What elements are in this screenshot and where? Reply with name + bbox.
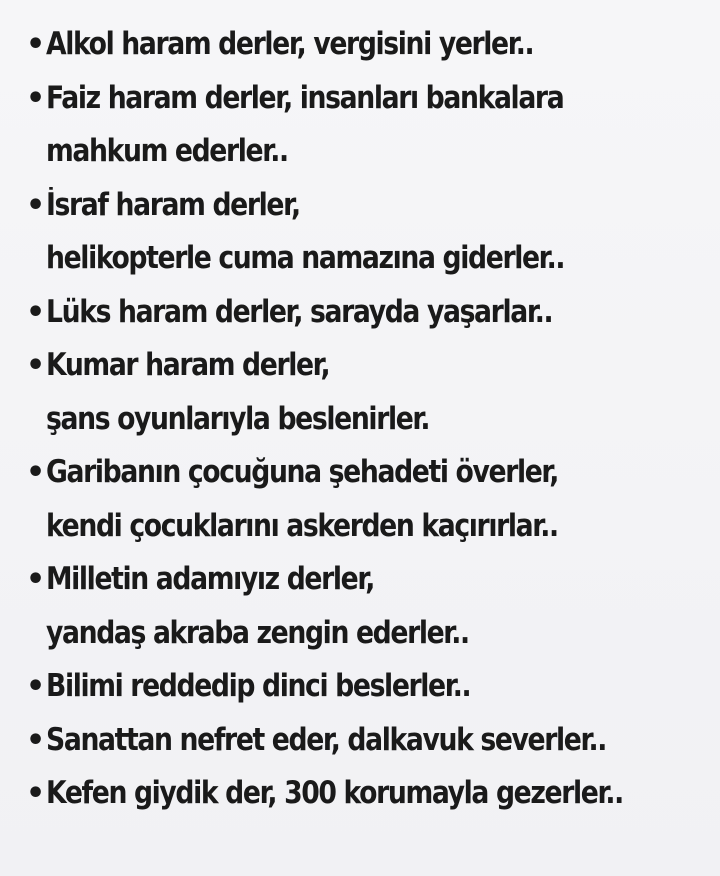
bullet-icon: • bbox=[26, 294, 46, 330]
bullet-icon: • bbox=[26, 27, 46, 62]
bullet-icon: • bbox=[26, 348, 46, 383]
list-item bbox=[24, 446, 704, 553]
list-item bbox=[24, 339, 704, 446]
item-text-line: Kefen giydik der, 300 korumayla gezerler.. bbox=[46, 775, 623, 811]
list-item bbox=[24, 72, 704, 179]
item-text-line: Milletin adamıyız derler, bbox=[46, 561, 374, 597]
bullet-icon: • bbox=[26, 562, 46, 597]
list-item bbox=[24, 286, 704, 340]
item-text-line: kendi çocuklarını askerden kaçırırlar.. bbox=[46, 507, 558, 544]
item-text-line: Garibanın çocuğuna şehadeti överler, bbox=[46, 454, 559, 490]
item-text-line: Faiz haram derler, insanları bankalara bbox=[46, 79, 564, 116]
item-text-line: yandaş akraba zengin ederler.. bbox=[46, 614, 469, 651]
item-text-line: İsraf haram derler, bbox=[46, 186, 300, 223]
item-text-line: Sanattan nefret eder, dalkavuk severler.. bbox=[46, 721, 606, 758]
item-text-line: Alkol haram derler, vergisini yerler.. bbox=[46, 26, 534, 62]
bullet-icon: • bbox=[26, 669, 46, 704]
bullet-icon: • bbox=[26, 776, 46, 811]
list-item bbox=[24, 179, 704, 286]
item-text-line: şans oyunlarıyla beslenirler. bbox=[46, 400, 430, 437]
list-item bbox=[24, 767, 704, 821]
list-item bbox=[24, 660, 704, 714]
list-item bbox=[24, 553, 704, 660]
item-text-line: helikopterle cuma namazına giderler.. bbox=[46, 240, 565, 276]
bullet-icon: • bbox=[26, 187, 46, 223]
item-text-line: mahkum ederler.. bbox=[46, 133, 288, 169]
statement-list bbox=[24, 18, 704, 821]
item-text-line: Lüks haram derler, sarayda yaşarlar.. bbox=[46, 293, 553, 330]
list-item bbox=[24, 18, 704, 72]
item-text-line: Kumar haram derler, bbox=[46, 347, 330, 383]
item-text-line: Bilimi reddedip dinci beslerler.. bbox=[46, 668, 471, 704]
bullet-icon: • bbox=[26, 722, 46, 758]
bullet-icon: • bbox=[26, 455, 46, 490]
bullet-icon: • bbox=[26, 80, 46, 116]
list-item bbox=[24, 714, 704, 768]
